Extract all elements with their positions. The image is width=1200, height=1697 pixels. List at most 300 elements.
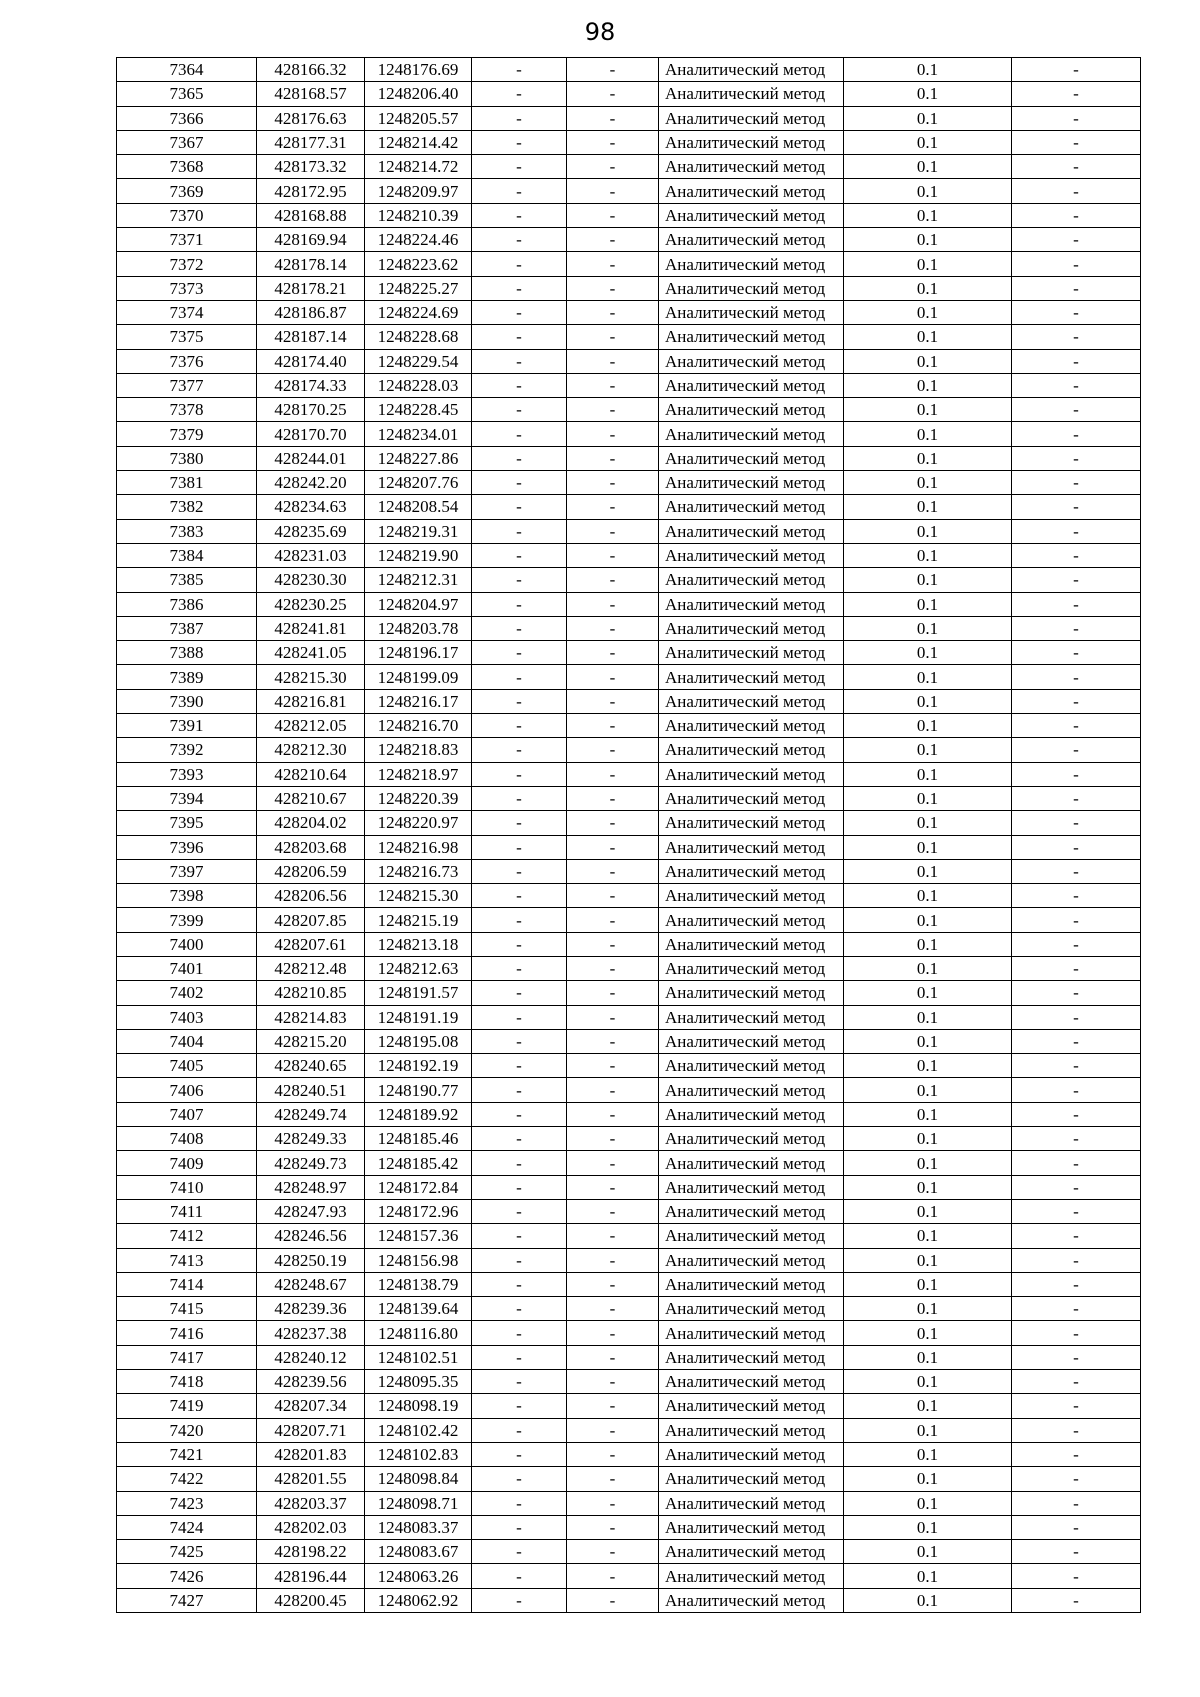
empty-cell-2: - <box>567 884 659 908</box>
x-coordinate-cell: 428230.25 <box>257 592 365 616</box>
x-coordinate-cell: 428201.55 <box>257 1467 365 1491</box>
empty-cell-1: - <box>472 835 567 859</box>
accuracy-cell: 0.1 <box>844 1175 1012 1199</box>
method-cell: Аналитический метод <box>659 58 844 82</box>
empty-cell-3: - <box>1012 1029 1141 1053</box>
empty-cell-3: - <box>1012 1394 1141 1418</box>
table-row <box>117 738 1141 762</box>
empty-cell-3: - <box>1012 1005 1141 1029</box>
table-row <box>117 58 1141 82</box>
y-coordinate-cell: 1248192.19 <box>365 1054 472 1078</box>
accuracy-cell: 0.1 <box>844 276 1012 300</box>
empty-cell-3: - <box>1012 762 1141 786</box>
method-cell: Аналитический метод <box>659 519 844 543</box>
point-number-cell: 7379 <box>117 422 257 446</box>
point-number-cell: 7374 <box>117 300 257 324</box>
point-number-cell: 7365 <box>117 82 257 106</box>
empty-cell-2: - <box>567 738 659 762</box>
accuracy-cell: 0.1 <box>844 252 1012 276</box>
accuracy-cell: 0.1 <box>844 1272 1012 1296</box>
accuracy-cell: 0.1 <box>844 1467 1012 1491</box>
point-number-cell: 7396 <box>117 835 257 859</box>
x-coordinate-cell: 428212.48 <box>257 956 365 980</box>
method-cell: Аналитический метод <box>659 1078 844 1102</box>
empty-cell-3: - <box>1012 1345 1141 1369</box>
method-cell: Аналитический метод <box>659 1127 844 1151</box>
empty-cell-2: - <box>567 1588 659 1612</box>
x-coordinate-cell: 428239.56 <box>257 1370 365 1394</box>
point-number-cell: 7404 <box>117 1029 257 1053</box>
x-coordinate-cell: 428166.32 <box>257 58 365 82</box>
empty-cell-3: - <box>1012 1442 1141 1466</box>
accuracy-cell: 0.1 <box>844 665 1012 689</box>
point-number-cell: 7381 <box>117 471 257 495</box>
table-row <box>117 1005 1141 1029</box>
table-row <box>117 689 1141 713</box>
point-number-cell: 7418 <box>117 1370 257 1394</box>
empty-cell-2: - <box>567 1540 659 1564</box>
empty-cell-3: - <box>1012 1102 1141 1126</box>
y-coordinate-cell: 1248219.90 <box>365 543 472 567</box>
empty-cell-2: - <box>567 689 659 713</box>
empty-cell-3: - <box>1012 1370 1141 1394</box>
accuracy-cell: 0.1 <box>844 1321 1012 1345</box>
accuracy-cell: 0.1 <box>844 203 1012 227</box>
table-row <box>117 884 1141 908</box>
method-cell: Аналитический метод <box>659 1248 844 1272</box>
empty-cell-3: - <box>1012 786 1141 810</box>
table-row <box>117 714 1141 738</box>
y-coordinate-cell: 1248095.35 <box>365 1370 472 1394</box>
empty-cell-2: - <box>567 1394 659 1418</box>
table-row <box>117 82 1141 106</box>
empty-cell-1: - <box>472 1175 567 1199</box>
point-number-cell: 7414 <box>117 1272 257 1296</box>
table-row <box>117 641 1141 665</box>
y-coordinate-cell: 1248229.54 <box>365 349 472 373</box>
empty-cell-2: - <box>567 1005 659 1029</box>
x-coordinate-cell: 428196.44 <box>257 1564 365 1588</box>
y-coordinate-cell: 1248207.76 <box>365 471 472 495</box>
empty-cell-2: - <box>567 519 659 543</box>
table-row <box>117 1588 1141 1612</box>
point-number-cell: 7406 <box>117 1078 257 1102</box>
method-cell: Аналитический метод <box>659 616 844 640</box>
x-coordinate-cell: 428210.85 <box>257 981 365 1005</box>
x-coordinate-cell: 428203.37 <box>257 1491 365 1515</box>
empty-cell-2: - <box>567 228 659 252</box>
empty-cell-3: - <box>1012 738 1141 762</box>
method-cell: Аналитический метод <box>659 325 844 349</box>
y-coordinate-cell: 1248218.97 <box>365 762 472 786</box>
x-coordinate-cell: 428250.19 <box>257 1248 365 1272</box>
empty-cell-2: - <box>567 422 659 446</box>
x-coordinate-cell: 428240.51 <box>257 1078 365 1102</box>
empty-cell-2: - <box>567 1175 659 1199</box>
empty-cell-2: - <box>567 1127 659 1151</box>
table-row <box>117 1467 1141 1491</box>
accuracy-cell: 0.1 <box>844 616 1012 640</box>
x-coordinate-cell: 428248.67 <box>257 1272 365 1296</box>
empty-cell-2: - <box>567 1345 659 1369</box>
point-number-cell: 7402 <box>117 981 257 1005</box>
empty-cell-3: - <box>1012 130 1141 154</box>
method-cell: Аналитический метод <box>659 1394 844 1418</box>
accuracy-cell: 0.1 <box>844 130 1012 154</box>
accuracy-cell: 0.1 <box>844 1515 1012 1539</box>
empty-cell-1: - <box>472 859 567 883</box>
empty-cell-3: - <box>1012 1564 1141 1588</box>
empty-cell-3: - <box>1012 1588 1141 1612</box>
empty-cell-2: - <box>567 446 659 470</box>
point-number-cell: 7394 <box>117 786 257 810</box>
empty-cell-1: - <box>472 373 567 397</box>
table-row <box>117 155 1141 179</box>
empty-cell-1: - <box>472 1029 567 1053</box>
empty-cell-3: - <box>1012 276 1141 300</box>
method-cell: Аналитический метод <box>659 1102 844 1126</box>
empty-cell-3: - <box>1012 1127 1141 1151</box>
method-cell: Аналитический метод <box>659 398 844 422</box>
accuracy-cell: 0.1 <box>844 641 1012 665</box>
x-coordinate-cell: 428170.25 <box>257 398 365 422</box>
table-row <box>117 471 1141 495</box>
accuracy-cell: 0.1 <box>844 884 1012 908</box>
empty-cell-2: - <box>567 349 659 373</box>
table-row <box>117 106 1141 130</box>
table-row <box>117 1564 1141 1588</box>
accuracy-cell: 0.1 <box>844 859 1012 883</box>
accuracy-cell: 0.1 <box>844 58 1012 82</box>
empty-cell-2: - <box>567 373 659 397</box>
table-row <box>117 811 1141 835</box>
empty-cell-3: - <box>1012 1248 1141 1272</box>
method-cell: Аналитический метод <box>659 422 844 446</box>
table-row <box>117 859 1141 883</box>
y-coordinate-cell: 1248102.42 <box>365 1418 472 1442</box>
empty-cell-2: - <box>567 859 659 883</box>
empty-cell-3: - <box>1012 519 1141 543</box>
method-cell: Аналитический метод <box>659 1005 844 1029</box>
table-row <box>117 1345 1141 1369</box>
method-cell: Аналитический метод <box>659 835 844 859</box>
method-cell: Аналитический метод <box>659 641 844 665</box>
x-coordinate-cell: 428206.59 <box>257 859 365 883</box>
y-coordinate-cell: 1248139.64 <box>365 1297 472 1321</box>
x-coordinate-cell: 428201.83 <box>257 1442 365 1466</box>
accuracy-cell: 0.1 <box>844 422 1012 446</box>
accuracy-cell: 0.1 <box>844 738 1012 762</box>
x-coordinate-cell: 428174.33 <box>257 373 365 397</box>
y-coordinate-cell: 1248214.42 <box>365 130 472 154</box>
empty-cell-3: - <box>1012 908 1141 932</box>
accuracy-cell: 0.1 <box>844 398 1012 422</box>
table-row <box>117 1127 1141 1151</box>
point-number-cell: 7364 <box>117 58 257 82</box>
method-cell: Аналитический метод <box>659 908 844 932</box>
empty-cell-2: - <box>567 1224 659 1248</box>
point-number-cell: 7410 <box>117 1175 257 1199</box>
x-coordinate-cell: 428215.20 <box>257 1029 365 1053</box>
empty-cell-3: - <box>1012 543 1141 567</box>
empty-cell-2: - <box>567 835 659 859</box>
x-coordinate-cell: 428249.33 <box>257 1127 365 1151</box>
x-coordinate-cell: 428249.74 <box>257 1102 365 1126</box>
empty-cell-1: - <box>472 1102 567 1126</box>
table-row <box>117 981 1141 1005</box>
method-cell: Аналитический метод <box>659 1029 844 1053</box>
empty-cell-3: - <box>1012 349 1141 373</box>
accuracy-cell: 0.1 <box>844 1394 1012 1418</box>
method-cell: Аналитический метод <box>659 155 844 179</box>
empty-cell-3: - <box>1012 689 1141 713</box>
empty-cell-1: - <box>472 665 567 689</box>
table-row <box>117 1321 1141 1345</box>
empty-cell-1: - <box>472 1442 567 1466</box>
table-body <box>117 58 1141 1613</box>
x-coordinate-cell: 428186.87 <box>257 300 365 324</box>
method-cell: Аналитический метод <box>659 665 844 689</box>
point-number-cell: 7423 <box>117 1491 257 1515</box>
method-cell: Аналитический метод <box>659 592 844 616</box>
empty-cell-2: - <box>567 1467 659 1491</box>
empty-cell-2: - <box>567 495 659 519</box>
point-number-cell: 7380 <box>117 446 257 470</box>
empty-cell-1: - <box>472 276 567 300</box>
empty-cell-1: - <box>472 1248 567 1272</box>
y-coordinate-cell: 1248176.69 <box>365 58 472 82</box>
table-row <box>117 543 1141 567</box>
x-coordinate-cell: 428215.30 <box>257 665 365 689</box>
empty-cell-1: - <box>472 325 567 349</box>
accuracy-cell: 0.1 <box>844 762 1012 786</box>
y-coordinate-cell: 1248228.45 <box>365 398 472 422</box>
y-coordinate-cell: 1248216.17 <box>365 689 472 713</box>
y-coordinate-cell: 1248215.19 <box>365 908 472 932</box>
empty-cell-1: - <box>472 568 567 592</box>
empty-cell-1: - <box>472 592 567 616</box>
method-cell: Аналитический метод <box>659 373 844 397</box>
empty-cell-3: - <box>1012 422 1141 446</box>
y-coordinate-cell: 1248205.57 <box>365 106 472 130</box>
empty-cell-1: - <box>472 179 567 203</box>
point-number-cell: 7403 <box>117 1005 257 1029</box>
x-coordinate-cell: 428206.56 <box>257 884 365 908</box>
method-cell: Аналитический метод <box>659 1224 844 1248</box>
empty-cell-1: - <box>472 398 567 422</box>
empty-cell-1: - <box>472 932 567 956</box>
x-coordinate-cell: 428241.05 <box>257 641 365 665</box>
y-coordinate-cell: 1248098.19 <box>365 1394 472 1418</box>
table-row <box>117 616 1141 640</box>
method-cell: Аналитический метод <box>659 714 844 738</box>
empty-cell-1: - <box>472 1297 567 1321</box>
point-number-cell: 7401 <box>117 956 257 980</box>
empty-cell-1: - <box>472 422 567 446</box>
table-row <box>117 1175 1141 1199</box>
x-coordinate-cell: 428239.36 <box>257 1297 365 1321</box>
point-number-cell: 7409 <box>117 1151 257 1175</box>
method-cell: Аналитический метод <box>659 811 844 835</box>
empty-cell-2: - <box>567 1370 659 1394</box>
x-coordinate-cell: 428174.40 <box>257 349 365 373</box>
empty-cell-1: - <box>472 1540 567 1564</box>
accuracy-cell: 0.1 <box>844 811 1012 835</box>
point-number-cell: 7390 <box>117 689 257 713</box>
empty-cell-2: - <box>567 1564 659 1588</box>
empty-cell-2: - <box>567 1029 659 1053</box>
point-number-cell: 7386 <box>117 592 257 616</box>
empty-cell-2: - <box>567 665 659 689</box>
table-row <box>117 276 1141 300</box>
x-coordinate-cell: 428204.02 <box>257 811 365 835</box>
table-row <box>117 446 1141 470</box>
accuracy-cell: 0.1 <box>844 1102 1012 1126</box>
table-row <box>117 495 1141 519</box>
table-row <box>117 665 1141 689</box>
table-row <box>117 1297 1141 1321</box>
empty-cell-3: - <box>1012 568 1141 592</box>
accuracy-cell: 0.1 <box>844 228 1012 252</box>
empty-cell-2: - <box>567 276 659 300</box>
empty-cell-2: - <box>567 58 659 82</box>
x-coordinate-cell: 428176.63 <box>257 106 365 130</box>
empty-cell-2: - <box>567 1418 659 1442</box>
point-number-cell: 7399 <box>117 908 257 932</box>
empty-cell-2: - <box>567 981 659 1005</box>
accuracy-cell: 0.1 <box>844 325 1012 349</box>
empty-cell-3: - <box>1012 616 1141 640</box>
table-row <box>117 179 1141 203</box>
accuracy-cell: 0.1 <box>844 543 1012 567</box>
empty-cell-1: - <box>472 130 567 154</box>
y-coordinate-cell: 1248206.40 <box>365 82 472 106</box>
y-coordinate-cell: 1248228.68 <box>365 325 472 349</box>
point-number-cell: 7384 <box>117 543 257 567</box>
empty-cell-3: - <box>1012 1078 1141 1102</box>
empty-cell-3: - <box>1012 252 1141 276</box>
y-coordinate-cell: 1248220.97 <box>365 811 472 835</box>
method-cell: Аналитический метод <box>659 738 844 762</box>
accuracy-cell: 0.1 <box>844 981 1012 1005</box>
accuracy-cell: 0.1 <box>844 714 1012 738</box>
empty-cell-2: - <box>567 762 659 786</box>
empty-cell-2: - <box>567 130 659 154</box>
empty-cell-2: - <box>567 179 659 203</box>
accuracy-cell: 0.1 <box>844 1564 1012 1588</box>
y-coordinate-cell: 1248209.97 <box>365 179 472 203</box>
x-coordinate-cell: 428178.21 <box>257 276 365 300</box>
table-row <box>117 252 1141 276</box>
empty-cell-1: - <box>472 1127 567 1151</box>
method-cell: Аналитический метод <box>659 300 844 324</box>
y-coordinate-cell: 1248116.80 <box>365 1321 472 1345</box>
empty-cell-1: - <box>472 1224 567 1248</box>
method-cell: Аналитический метод <box>659 82 844 106</box>
y-coordinate-cell: 1248063.26 <box>365 1564 472 1588</box>
x-coordinate-cell: 428244.01 <box>257 446 365 470</box>
accuracy-cell: 0.1 <box>844 1029 1012 1053</box>
empty-cell-3: - <box>1012 1224 1141 1248</box>
method-cell: Аналитический метод <box>659 1467 844 1491</box>
method-cell: Аналитический метод <box>659 1175 844 1199</box>
accuracy-cell: 0.1 <box>844 1418 1012 1442</box>
empty-cell-2: - <box>567 641 659 665</box>
y-coordinate-cell: 1248212.31 <box>365 568 472 592</box>
x-coordinate-cell: 428248.97 <box>257 1175 365 1199</box>
y-coordinate-cell: 1248204.97 <box>365 592 472 616</box>
point-number-cell: 7415 <box>117 1297 257 1321</box>
empty-cell-3: - <box>1012 835 1141 859</box>
point-number-cell: 7411 <box>117 1199 257 1223</box>
empty-cell-1: - <box>472 1151 567 1175</box>
empty-cell-1: - <box>472 811 567 835</box>
y-coordinate-cell: 1248185.46 <box>365 1127 472 1151</box>
y-coordinate-cell: 1248190.77 <box>365 1078 472 1102</box>
accuracy-cell: 0.1 <box>844 1491 1012 1515</box>
x-coordinate-cell: 428212.30 <box>257 738 365 762</box>
point-number-cell: 7398 <box>117 884 257 908</box>
accuracy-cell: 0.1 <box>844 1345 1012 1369</box>
empty-cell-1: - <box>472 1564 567 1588</box>
point-number-cell: 7368 <box>117 155 257 179</box>
method-cell: Аналитический метод <box>659 228 844 252</box>
y-coordinate-cell: 1248102.51 <box>365 1345 472 1369</box>
empty-cell-3: - <box>1012 811 1141 835</box>
x-coordinate-cell: 428249.73 <box>257 1151 365 1175</box>
empty-cell-3: - <box>1012 1540 1141 1564</box>
table-row <box>117 1054 1141 1078</box>
x-coordinate-cell: 428170.70 <box>257 422 365 446</box>
method-cell: Аналитический метод <box>659 956 844 980</box>
accuracy-cell: 0.1 <box>844 1078 1012 1102</box>
method-cell: Аналитический метод <box>659 859 844 883</box>
table-row <box>117 1151 1141 1175</box>
empty-cell-2: - <box>567 1054 659 1078</box>
empty-cell-1: - <box>472 689 567 713</box>
empty-cell-1: - <box>472 155 567 179</box>
empty-cell-2: - <box>567 325 659 349</box>
empty-cell-3: - <box>1012 641 1141 665</box>
empty-cell-1: - <box>472 349 567 373</box>
method-cell: Аналитический метод <box>659 689 844 713</box>
x-coordinate-cell: 428172.95 <box>257 179 365 203</box>
empty-cell-1: - <box>472 884 567 908</box>
method-cell: Аналитический метод <box>659 543 844 567</box>
y-coordinate-cell: 1248218.83 <box>365 738 472 762</box>
point-number-cell: 7366 <box>117 106 257 130</box>
y-coordinate-cell: 1248208.54 <box>365 495 472 519</box>
empty-cell-2: - <box>567 1515 659 1539</box>
x-coordinate-cell: 428168.57 <box>257 82 365 106</box>
method-cell: Аналитический метод <box>659 349 844 373</box>
table-row <box>117 130 1141 154</box>
accuracy-cell: 0.1 <box>844 373 1012 397</box>
y-coordinate-cell: 1248219.31 <box>365 519 472 543</box>
empty-cell-2: - <box>567 543 659 567</box>
point-number-cell: 7397 <box>117 859 257 883</box>
point-number-cell: 7375 <box>117 325 257 349</box>
x-coordinate-cell: 428234.63 <box>257 495 365 519</box>
accuracy-cell: 0.1 <box>844 519 1012 543</box>
x-coordinate-cell: 428235.69 <box>257 519 365 543</box>
empty-cell-2: - <box>567 106 659 130</box>
empty-cell-2: - <box>567 811 659 835</box>
empty-cell-3: - <box>1012 373 1141 397</box>
y-coordinate-cell: 1248210.39 <box>365 203 472 227</box>
empty-cell-2: - <box>567 786 659 810</box>
point-number-cell: 7419 <box>117 1394 257 1418</box>
